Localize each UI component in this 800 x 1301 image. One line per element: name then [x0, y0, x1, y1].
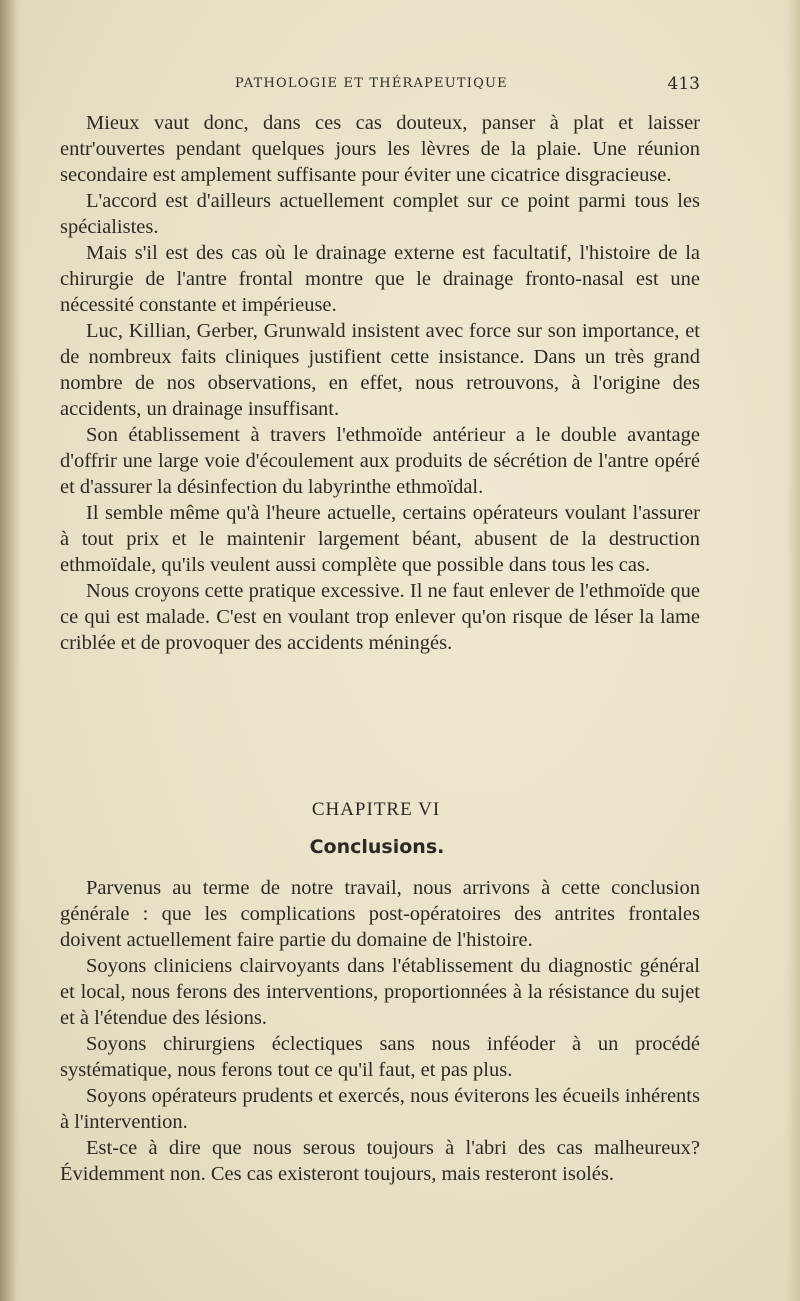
- chapter-label: CHAPITRE VI: [311, 799, 441, 820]
- page-edge: [786, 0, 800, 1301]
- paragraph: Son établissement à travers l'ethmoïde antérieur a le double avantage d'offrir une large voie d'écoulement aux produits de sécrétion de l'antre opéré et d'assurer la désinfection du labyrinthe ethmoïdal.: [60, 424, 700, 498]
- paragraph: Luc, Killian, Gerber, Grunwald insistent avec force sur son importance, et de nombreux faits cliniques justifient cette insistance. Dans un très grand nombre de nos observations, en effet, nous retrouvons, à l'origine des accidents, un drainage insuffisant.: [60, 320, 700, 420]
- running-title: PATHOLOGIE ET THÉRAPEUTIQUE: [235, 76, 508, 91]
- conclusions-text: [60, 875, 700, 1187]
- paragraph: Est-ce à dire que nous serous toujours à l'abri des cas malheureux? Évidemment non. Ces cas existeront toujours, mais resteront isolés.: [60, 1137, 700, 1185]
- paragraph: Parvenus au terme de notre travail, nous arrivons à cette conclusion générale : que les complications post-opératoires des antrites frontales doivent actuellement faire partie du domaine de l'histoire.: [60, 877, 700, 951]
- paragraph: L'accord est d'ailleurs actuellement complet sur ce point parmi tous les spécialistes.: [60, 190, 700, 238]
- paragraph: Soyons opérateurs prudents et exercés, nous éviterons les écueils inhérents à l'intervention.: [60, 1085, 700, 1133]
- paragraph: Mieux vaut donc, dans ces cas douteux, panser à plat et laisser entr'ouvertes pendant quelques jours les lèvres de la plaie. Une réunion secondaire est amplement suffisante pour éviter une cicatrice disgracieuse.: [60, 112, 700, 186]
- chapter-title: Conclusions.: [309, 836, 445, 858]
- page-number: 413: [667, 74, 700, 94]
- body-text: [60, 110, 700, 656]
- chapter-heading: [60, 797, 700, 860]
- paragraph: Mais s'il est des cas où le drainage externe est facultatif, l'histoire de la chirurgie de l'antre frontal montre que le drainage fronto-nasal est une nécessité constante et impérieuse.: [60, 242, 700, 316]
- paragraph: Il semble même qu'à l'heure actuelle, certains opérateurs voulant l'assurer à tout prix et le maintenir largement béant, abusent de la destruction ethmoïdale, qu'ils veulent aussi complète que possible dans tous les cas.: [60, 502, 700, 576]
- paragraph: Soyons cliniciens clairvoyants dans l'établissement du diagnostic général et local, nous ferons des interventions, proportionnées à la résistance du sujet et à l'étendue des lésions.: [60, 955, 700, 1029]
- binding-edge: [0, 0, 22, 1301]
- paragraph: Soyons chirurgiens éclectiques sans nous inféoder à un procédé systématique, nous ferons tout ce qu'il faut, et pas plus.: [60, 1033, 700, 1081]
- paragraph: Nous croyons cette pratique excessive. Il ne faut enlever de l'ethmoïde que ce qui est malade. C'est en voulant trop enlever qu'on risque de léser la lame criblée et de provoquer des accidents méningés.: [60, 580, 700, 654]
- running-head: [60, 74, 700, 98]
